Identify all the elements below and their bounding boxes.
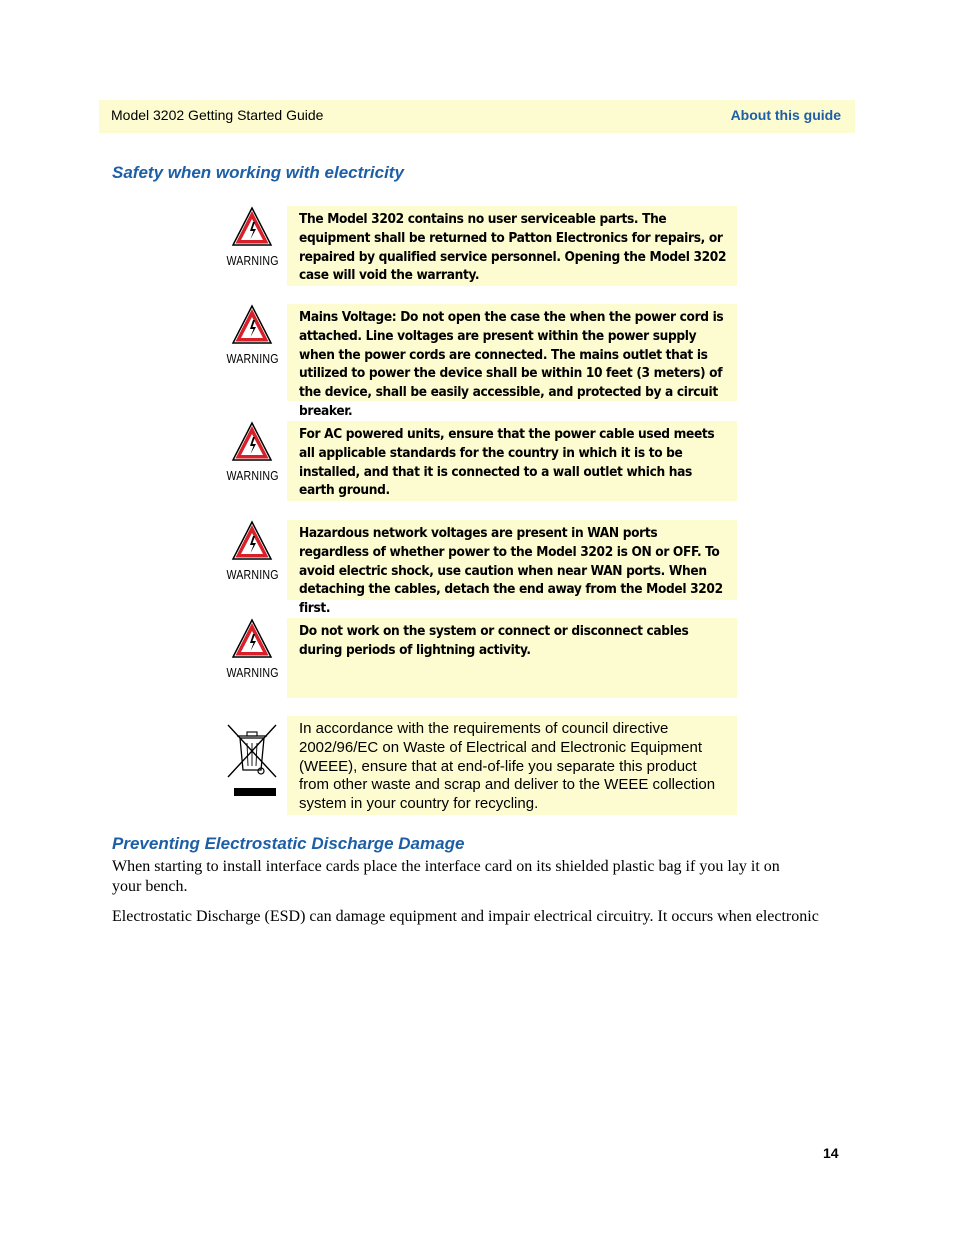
weee-crossed-bin-icon [223, 716, 281, 800]
warning-triangle-lightning-icon [231, 618, 273, 660]
warning-text-box: Hazardous network voltages are present in WAN ports regardless of whether power to the Model 3202 is ON or OFF. To avoid electric shock, use caution when near WAN ports. When detaching the cables, detach the end away from the Model 3202 first. [287, 520, 737, 600]
warning-text-box: The Model 3202 contains no user serviceable parts. The equipment shall be returned to Patton Electronics for repairs, or repaired by qualified service personnel. Opening the Model 3202 case will void the warranty. [287, 206, 737, 286]
page-number: 14 [823, 1145, 839, 1161]
weee-icon-group [222, 716, 282, 805]
running-header [99, 100, 855, 133]
warning-text-box: Do not work on the system or connect or disconnect cables during periods of lightning activity. [287, 618, 737, 698]
warning-triangle-lightning-icon [231, 421, 273, 463]
weee-text-box: In accordance with the requirements of council directive 2002/96/EC on Waste of Electrical and Electronic Equipment (WEEE), ensure that at end-of-life you separate this product from other waste and scrap and deliver to the WEEE collection system in your country for recycling. [287, 716, 737, 815]
warning-icon-group [222, 520, 282, 582]
warning-label: WARNING [226, 568, 279, 582]
section-heading-safety: Safety when working with electricity [112, 163, 404, 182]
section-heading-esd: Preventing Electrostatic Discharge Damage [112, 834, 465, 853]
warning-triangle-lightning-icon [231, 520, 273, 562]
document-title: Model 3202 Getting Started Guide [111, 107, 324, 123]
warning-icon-group [222, 304, 282, 366]
warning-icon-group [222, 618, 282, 680]
body-paragraph: When starting to install interface cards place the interface card on its shielded plastic bag if you lay it on your bench. [112, 858, 780, 895]
warning-text-box: Mains Voltage: Do not open the case the when the power cord is attached. Line voltages are present within the power supply when the power cords are connected. The mains outlet that is utilized to power the device shall be within 10 feet (3 meters) of the device, shall be easily accessible, and protected by a circuit breaker. [287, 304, 737, 401]
warning-text-box: For AC powered units, ensure that the power cable used meets all applicable standards for the country in which it is to be installed, and that it is connected to a wall outlet which has earth ground. [287, 421, 737, 501]
warning-label: WARNING [226, 352, 279, 366]
warning-icon-group [222, 421, 282, 483]
warning-triangle-lightning-icon [231, 304, 273, 346]
body-paragraph: Electrostatic Discharge (ESD) can damage equipment and impair electrical circuitry. It occurs when electronic [112, 908, 819, 925]
warning-label: WARNING [226, 254, 279, 268]
warning-label: WARNING [226, 469, 279, 483]
warning-icon-group [222, 206, 282, 268]
chapter-title: About this guide [730, 107, 841, 123]
warning-label: WARNING [226, 666, 279, 680]
warning-triangle-lightning-icon [231, 206, 273, 248]
